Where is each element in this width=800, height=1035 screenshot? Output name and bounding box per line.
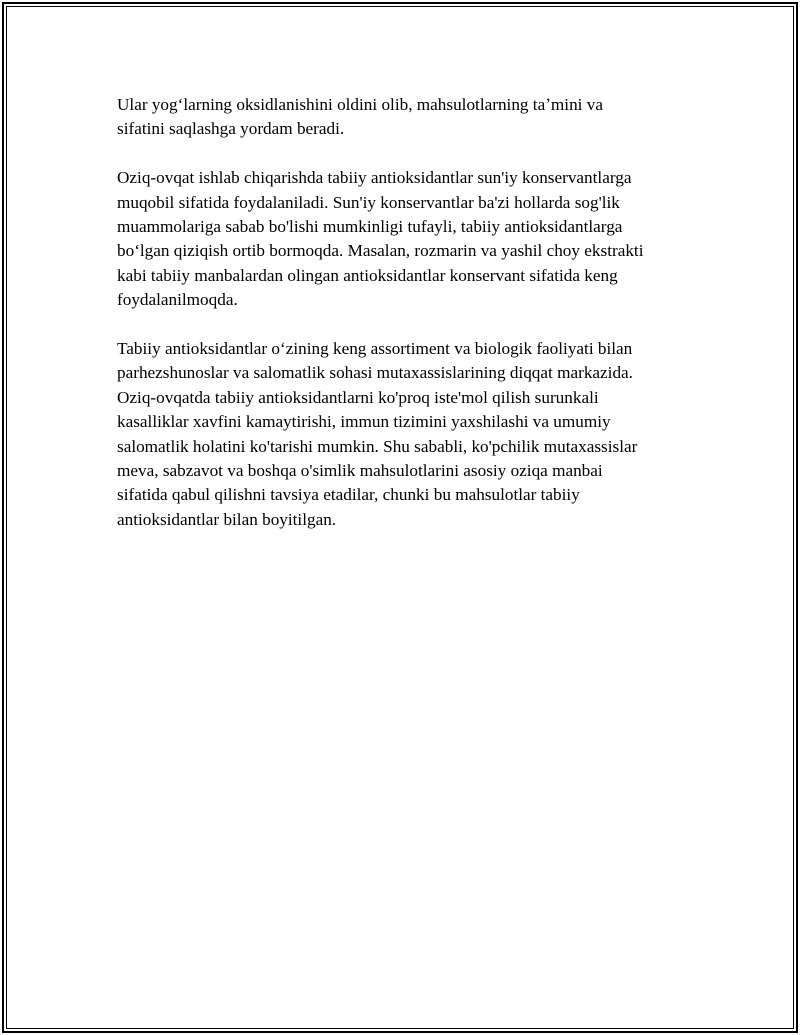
paragraph-2 bbox=[117, 166, 702, 312]
paragraph-line: kabi tabiiy manbalardan olingan antioksidantlar konservant sifatida keng bbox=[117, 265, 618, 285]
paragraph-line: bo‘lgan qiziqish ortib bormoqda. Masalan, rozmarin va yashil choy ekstrakti bbox=[117, 241, 644, 261]
paragraph-line: antioksidantlar bilan boyitilgan. bbox=[117, 509, 337, 529]
paragraph-line: meva, sabzavot va boshqa o'simlik mahsulotlarini asosiy oziqa manbai bbox=[117, 461, 603, 481]
paragraph-1 bbox=[117, 93, 702, 142]
paragraph-line: kasalliklar xavfini kamaytirishi, immun tizimini yaxshilashi va umumiy bbox=[117, 412, 611, 432]
paragraph-line: Ular yog‘larning oksidlanishini oldini olib, mahsulotlarning taʼmini va bbox=[117, 95, 603, 114]
paragraph-line: Tabiiy antioksidantlar o‘zining keng assortiment va biologik faoliyati bilan bbox=[117, 339, 633, 359]
paragraph-line: Oziq-ovqatda tabiiy antioksidantlarni ko'proq iste'mol qilish surunkali bbox=[117, 387, 599, 407]
paragraph-line: foydalanilmoqda. bbox=[117, 290, 238, 310]
paragraph-line: muqobil sifatida foydalaniladi. Sun'iy konservantlar ba'zi hollarda sog'lik bbox=[117, 192, 620, 212]
paragraph-line: parhezshunoslar va salomatlik sohasi mutaxassislarining diqqat markazida. bbox=[117, 363, 633, 383]
paragraph-line: Oziq-ovqat ishlab chiqarishda tabiiy antioksidantlar sun'iy konservantlarga bbox=[117, 168, 632, 188]
paragraph-line: sifatida qabul qilishni tavsiya etadilar, chunki bu mahsulotlar tabiiy bbox=[117, 485, 580, 505]
paragraph-3 bbox=[117, 337, 702, 532]
document-body bbox=[117, 93, 702, 557]
paragraph-line: salomatlik holatini ko'tarishi mumkin. Shu sababli, ko'pchilik mutaxassislar bbox=[117, 436, 638, 456]
paragraph-line: muammolariga sabab bo'lishi mumkinligi tufayli, tabiiy antioksidantlarga bbox=[117, 217, 623, 237]
paragraph-line: sifatini saqlashga yordam beradi. bbox=[117, 119, 345, 139]
